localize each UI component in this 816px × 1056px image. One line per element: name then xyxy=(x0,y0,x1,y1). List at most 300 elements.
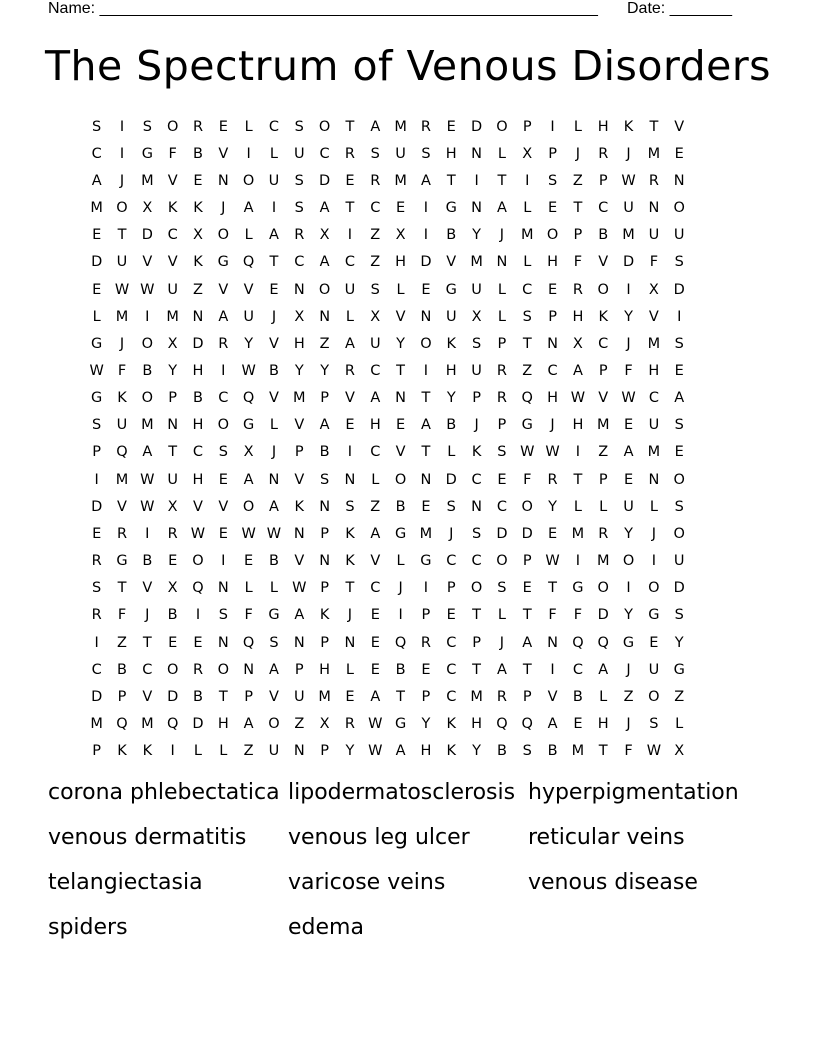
grid-letter[interactable]: N xyxy=(293,634,305,651)
grid-letter[interactable]: W xyxy=(368,716,383,733)
grid-letter[interactable]: R xyxy=(344,145,355,162)
grid-letter[interactable]: W xyxy=(368,743,383,760)
grid-letter[interactable]: L xyxy=(396,553,405,570)
grid-letter[interactable]: Z xyxy=(623,688,634,705)
grid-letter[interactable]: M xyxy=(647,145,661,162)
grid-letter[interactable]: E xyxy=(674,444,684,461)
grid-letter[interactable]: J xyxy=(626,716,631,733)
grid-letter[interactable]: R xyxy=(344,716,355,733)
grid-letter[interactable]: O xyxy=(597,281,609,298)
grid-letter[interactable]: V xyxy=(218,498,229,515)
grid-letter[interactable]: P xyxy=(598,172,608,189)
grid-letter[interactable]: H xyxy=(572,417,584,434)
grid-letter[interactable]: A xyxy=(294,607,305,624)
grid-letter[interactable]: L xyxy=(244,227,253,244)
grid-letter[interactable]: K xyxy=(345,553,355,570)
grid-letter[interactable]: E xyxy=(446,607,456,624)
grid-letter[interactable]: A xyxy=(319,200,330,217)
grid-letter[interactable]: S xyxy=(269,634,279,651)
grid-letter[interactable]: Z xyxy=(370,254,381,271)
grid-letter[interactable]: I xyxy=(221,362,226,379)
grid-letter[interactable]: V xyxy=(269,335,279,352)
grid-letter[interactable]: E xyxy=(244,553,254,570)
grid-letter[interactable]: U xyxy=(471,362,482,379)
grid-letter[interactable]: L xyxy=(649,498,658,515)
grid-letter[interactable]: R xyxy=(370,172,381,189)
grid-letter[interactable]: C xyxy=(294,254,305,271)
grid-letter[interactable]: K xyxy=(193,200,203,217)
grid-letter[interactable]: O xyxy=(622,553,635,570)
grid-letter[interactable]: C xyxy=(522,281,533,298)
grid-letter[interactable]: T xyxy=(269,254,279,271)
grid-letter[interactable]: H xyxy=(217,716,229,733)
grid-letter[interactable]: Y xyxy=(294,362,304,379)
grid-letter[interactable]: F xyxy=(649,254,659,271)
grid-letter[interactable]: U xyxy=(116,417,128,434)
grid-letter[interactable]: E xyxy=(168,553,178,570)
grid-letter[interactable]: D xyxy=(445,471,457,488)
grid-letter[interactable]: W xyxy=(545,444,560,461)
grid-letter[interactable]: S xyxy=(294,200,304,217)
grid-letter[interactable]: B xyxy=(395,498,406,515)
grid-letter[interactable]: T xyxy=(142,634,152,651)
grid-letter[interactable]: V xyxy=(395,444,406,461)
grid-letter[interactable]: G xyxy=(648,607,660,624)
grid-letter[interactable]: N xyxy=(496,254,508,271)
grid-letter[interactable]: C xyxy=(446,661,457,678)
grid-letter[interactable]: W xyxy=(241,525,256,542)
grid-letter[interactable]: K xyxy=(117,743,127,760)
grid-letter[interactable]: O xyxy=(268,716,280,733)
grid-letter[interactable]: E xyxy=(547,200,558,217)
grid-letter[interactable]: E xyxy=(547,525,558,542)
grid-letter[interactable]: P xyxy=(497,335,507,352)
grid-letter[interactable]: O xyxy=(217,661,230,678)
grid-letter[interactable]: I xyxy=(626,580,631,597)
grid-letter[interactable]: S xyxy=(522,743,532,760)
grid-letter[interactable]: W xyxy=(140,471,155,488)
grid-letter[interactable]: U xyxy=(293,688,305,705)
grid-letter[interactable]: P xyxy=(472,390,481,407)
grid-letter[interactable]: P xyxy=(522,118,532,135)
grid-letter[interactable]: R xyxy=(344,362,355,379)
grid-letter[interactable]: N xyxy=(319,308,331,325)
grid-letter[interactable]: P xyxy=(497,417,507,434)
grid-letter[interactable]: L xyxy=(371,471,380,488)
grid-letter[interactable]: L xyxy=(599,688,608,705)
grid-letter[interactable]: T xyxy=(598,743,608,760)
grid-letter[interactable]: K xyxy=(446,335,457,352)
grid-letter[interactable]: I xyxy=(423,227,429,244)
grid-letter[interactable]: O xyxy=(217,227,230,244)
grid-letter[interactable]: H xyxy=(597,118,609,135)
grid-letter[interactable]: I xyxy=(221,553,226,570)
grid-letter[interactable]: K xyxy=(471,444,482,461)
grid-letter[interactable]: R xyxy=(218,335,229,352)
grid-letter[interactable]: K xyxy=(294,498,305,515)
grid-letter[interactable]: N xyxy=(192,308,204,325)
grid-letter[interactable]: P xyxy=(598,471,608,488)
grid-letter[interactable]: A xyxy=(269,227,279,244)
grid-letter[interactable]: C xyxy=(598,200,609,217)
grid-letter[interactable]: U xyxy=(623,200,634,217)
grid-letter[interactable]: M xyxy=(90,716,103,733)
grid-letter[interactable]: O xyxy=(496,118,508,135)
grid-letter[interactable]: B xyxy=(142,362,153,379)
grid-letter[interactable]: I xyxy=(119,145,125,162)
grid-letter[interactable]: E xyxy=(421,661,431,678)
grid-letter[interactable]: J xyxy=(651,525,657,542)
grid-letter[interactable]: J xyxy=(474,417,479,434)
grid-letter[interactable]: C xyxy=(370,444,381,461)
grid-letter[interactable]: C xyxy=(167,227,178,244)
grid-letter[interactable]: V xyxy=(167,254,178,271)
grid-letter[interactable]: W xyxy=(140,498,155,515)
grid-letter[interactable]: H xyxy=(395,254,407,271)
grid-letter[interactable]: Y xyxy=(674,634,684,651)
grid-letter[interactable]: I xyxy=(145,308,150,325)
grid-letter[interactable]: S xyxy=(320,471,330,488)
grid-letter[interactable]: I xyxy=(119,118,125,135)
grid-letter[interactable]: C xyxy=(344,254,355,271)
grid-letter[interactable]: C xyxy=(370,200,381,217)
grid-letter[interactable]: C xyxy=(446,553,457,570)
grid-letter[interactable]: B xyxy=(547,743,558,760)
grid-letter[interactable]: G xyxy=(445,281,457,298)
grid-letter[interactable]: V xyxy=(117,498,127,515)
grid-letter[interactable]: P xyxy=(320,743,329,760)
grid-letter[interactable]: Y xyxy=(320,362,330,379)
grid-letter[interactable]: B xyxy=(193,688,203,705)
grid-letter[interactable]: M xyxy=(470,254,483,271)
grid-letter[interactable]: S xyxy=(92,118,102,135)
grid-letter[interactable]: J xyxy=(347,607,353,624)
grid-letter[interactable]: X xyxy=(294,308,305,325)
grid-letter[interactable]: L xyxy=(244,580,253,597)
grid-letter[interactable]: I xyxy=(575,444,581,461)
grid-letter[interactable]: Q xyxy=(242,254,255,271)
grid-letter[interactable]: K xyxy=(167,200,178,217)
grid-letter[interactable]: W xyxy=(190,525,206,542)
grid-letter[interactable]: X xyxy=(648,281,659,298)
grid-letter[interactable]: V xyxy=(142,580,153,597)
grid-letter[interactable]: A xyxy=(496,200,507,217)
grid-letter[interactable]: D xyxy=(673,281,685,298)
grid-letter[interactable]: E xyxy=(345,688,355,705)
grid-letter[interactable]: Z xyxy=(522,362,533,379)
grid-letter[interactable]: S xyxy=(421,145,431,162)
grid-letter[interactable]: C xyxy=(471,471,482,488)
grid-letter[interactable]: P xyxy=(522,553,532,570)
grid-letter[interactable]: M xyxy=(166,308,179,325)
grid-letter[interactable]: S xyxy=(446,498,456,515)
grid-letter[interactable]: P xyxy=(244,688,253,705)
grid-letter[interactable]: C xyxy=(319,145,330,162)
grid-letter[interactable]: A xyxy=(269,661,279,678)
grid-letter[interactable]: Z xyxy=(319,335,330,352)
grid-letter[interactable]: Q xyxy=(166,716,179,733)
grid-letter[interactable]: F xyxy=(624,743,633,760)
grid-letter[interactable]: E xyxy=(421,281,431,298)
grid-letter[interactable]: H xyxy=(572,308,584,325)
grid-letter[interactable]: B xyxy=(395,661,406,678)
grid-letter[interactable]: O xyxy=(546,227,559,244)
grid-letter[interactable]: S xyxy=(92,417,102,434)
grid-letter[interactable]: D xyxy=(521,525,533,542)
grid-letter[interactable]: M xyxy=(115,471,129,488)
grid-letter[interactable]: K xyxy=(598,308,608,325)
grid-letter[interactable]: L xyxy=(269,580,278,597)
grid-letter[interactable]: R xyxy=(496,362,507,379)
grid-letter[interactable]: J xyxy=(626,145,631,162)
grid-letter[interactable]: D xyxy=(141,227,153,244)
grid-letter[interactable]: P xyxy=(168,390,178,407)
grid-letter[interactable]: S xyxy=(471,335,482,352)
grid-letter[interactable]: G xyxy=(521,417,533,434)
grid-letter[interactable]: I xyxy=(170,743,175,760)
grid-letter[interactable]: U xyxy=(268,743,280,760)
grid-letter[interactable]: Q xyxy=(116,444,128,461)
grid-letter[interactable]: K xyxy=(117,390,127,407)
grid-letter[interactable]: N xyxy=(293,743,305,760)
grid-letter[interactable]: W xyxy=(570,390,586,407)
word-search-grid[interactable] xyxy=(84,113,692,765)
grid-letter[interactable]: I xyxy=(423,580,429,597)
grid-letter[interactable]: N xyxy=(420,471,432,488)
grid-letter[interactable]: L xyxy=(269,417,278,434)
grid-letter[interactable]: T xyxy=(446,172,456,189)
grid-letter[interactable]: E xyxy=(547,281,558,298)
grid-letter[interactable]: K xyxy=(446,743,457,760)
grid-letter[interactable]: Y xyxy=(624,308,633,325)
grid-letter[interactable]: T xyxy=(168,444,178,461)
grid-letter[interactable]: W xyxy=(140,281,155,298)
grid-letter[interactable]: U xyxy=(673,227,685,244)
grid-letter[interactable]: J xyxy=(626,335,631,352)
grid-letter[interactable]: C xyxy=(471,553,482,570)
grid-letter[interactable]: W xyxy=(545,553,560,570)
grid-letter[interactable]: V xyxy=(648,308,659,325)
grid-letter[interactable]: I xyxy=(626,281,631,298)
grid-letter[interactable]: C xyxy=(496,498,507,515)
grid-letter[interactable]: M xyxy=(647,444,661,461)
grid-letter[interactable]: D xyxy=(673,580,685,597)
grid-letter[interactable]: T xyxy=(573,471,583,488)
grid-letter[interactable]: W xyxy=(266,525,282,542)
grid-letter[interactable]: H xyxy=(192,417,204,434)
grid-letter[interactable]: V xyxy=(674,118,685,135)
grid-letter[interactable]: K xyxy=(623,118,634,135)
grid-letter[interactable]: S xyxy=(294,118,304,135)
grid-letter[interactable]: Z xyxy=(370,498,381,515)
grid-letter[interactable]: S xyxy=(674,607,684,624)
grid-letter[interactable]: W xyxy=(114,281,130,298)
grid-letter[interactable]: L xyxy=(573,118,582,135)
grid-letter[interactable]: A xyxy=(370,688,381,705)
grid-letter[interactable]: F xyxy=(624,362,633,379)
grid-letter[interactable]: J xyxy=(550,417,555,434)
grid-letter[interactable]: T xyxy=(421,390,431,407)
grid-letter[interactable]: I xyxy=(398,607,403,624)
grid-letter[interactable]: D xyxy=(496,525,508,542)
grid-letter[interactable]: E xyxy=(497,471,507,488)
grid-letter[interactable]: M xyxy=(622,227,635,244)
grid-letter[interactable]: O xyxy=(648,580,660,597)
grid-letter[interactable]: Z xyxy=(243,743,254,760)
grid-letter[interactable]: T xyxy=(522,661,532,678)
grid-letter[interactable]: H xyxy=(445,145,457,162)
grid-letter[interactable]: M xyxy=(318,688,331,705)
grid-letter[interactable]: V xyxy=(142,688,153,705)
grid-letter[interactable]: O xyxy=(673,200,685,217)
grid-letter[interactable]: T xyxy=(522,335,532,352)
grid-letter[interactable]: E xyxy=(92,281,102,298)
grid-letter[interactable]: P xyxy=(522,688,532,705)
grid-letter[interactable]: S xyxy=(547,172,558,189)
grid-letter[interactable]: B xyxy=(142,553,153,570)
grid-letter[interactable]: I xyxy=(651,553,657,570)
grid-letter[interactable]: R xyxy=(598,145,609,162)
grid-letter[interactable]: L xyxy=(219,743,228,760)
grid-letter[interactable]: K xyxy=(193,254,203,271)
grid-letter[interactable]: A xyxy=(370,525,381,542)
grid-letter[interactable]: V xyxy=(598,254,609,271)
grid-letter[interactable]: X xyxy=(319,716,330,733)
grid-letter[interactable]: E xyxy=(345,172,355,189)
grid-letter[interactable]: U xyxy=(167,471,178,488)
grid-letter[interactable]: B xyxy=(167,607,178,624)
grid-letter[interactable]: K xyxy=(319,607,330,624)
grid-letter[interactable]: Q xyxy=(242,390,255,407)
grid-letter[interactable]: M xyxy=(115,308,129,325)
grid-letter[interactable]: D xyxy=(471,118,483,135)
grid-letter[interactable]: Y xyxy=(168,362,178,379)
grid-letter[interactable]: L xyxy=(497,607,506,624)
grid-letter[interactable]: U xyxy=(293,145,305,162)
grid-letter[interactable]: E xyxy=(92,525,102,542)
grid-letter[interactable]: L xyxy=(573,498,582,515)
grid-letter[interactable]: Q xyxy=(521,390,533,407)
grid-letter[interactable]: A xyxy=(522,634,533,651)
grid-letter[interactable]: A xyxy=(243,471,254,488)
grid-letter[interactable]: R xyxy=(192,118,204,135)
grid-letter[interactable]: C xyxy=(91,661,102,678)
grid-letter[interactable]: G xyxy=(268,607,280,624)
grid-letter[interactable]: B xyxy=(446,417,457,434)
grid-letter[interactable]: Y xyxy=(472,227,482,244)
grid-letter[interactable]: H xyxy=(192,362,204,379)
grid-letter[interactable]: Q xyxy=(394,634,407,651)
grid-letter[interactable]: O xyxy=(318,118,331,135)
grid-letter[interactable]: P xyxy=(320,525,329,542)
grid-letter[interactable]: R xyxy=(420,634,431,651)
grid-letter[interactable]: H xyxy=(547,254,559,271)
grid-letter[interactable]: E xyxy=(370,607,380,624)
name-field[interactable]: Name: ________________________________________________________ xyxy=(48,0,598,17)
grid-letter[interactable]: C xyxy=(572,661,583,678)
grid-letter[interactable]: L xyxy=(497,145,506,162)
grid-letter[interactable]: X xyxy=(572,335,583,352)
grid-letter[interactable]: S xyxy=(370,145,380,162)
grid-letter[interactable]: I xyxy=(677,308,682,325)
grid-letter[interactable]: O xyxy=(521,498,533,515)
grid-letter[interactable]: A xyxy=(496,661,507,678)
grid-letter[interactable]: D xyxy=(91,688,103,705)
grid-letter[interactable]: Y xyxy=(446,390,456,407)
grid-letter[interactable]: R xyxy=(167,525,178,542)
grid-letter[interactable]: O xyxy=(192,553,204,570)
grid-letter[interactable]: I xyxy=(145,525,150,542)
grid-letter[interactable]: I xyxy=(347,227,353,244)
grid-letter[interactable]: O xyxy=(470,580,483,597)
grid-letter[interactable]: C xyxy=(192,444,204,461)
grid-letter[interactable]: Q xyxy=(116,716,128,733)
grid-letter[interactable]: U xyxy=(648,417,660,434)
grid-letter[interactable]: E xyxy=(92,227,102,244)
grid-letter[interactable]: A xyxy=(319,254,330,271)
grid-letter[interactable]: P xyxy=(446,580,456,597)
grid-letter[interactable]: W xyxy=(520,444,535,461)
grid-letter[interactable]: I xyxy=(550,118,555,135)
grid-letter[interactable]: J xyxy=(499,634,505,651)
grid-letter[interactable]: I xyxy=(246,145,251,162)
grid-letter[interactable]: F xyxy=(548,607,557,624)
grid-letter[interactable]: V xyxy=(294,553,305,570)
grid-letter[interactable]: X xyxy=(142,200,153,217)
grid-letter[interactable]: H xyxy=(369,417,381,434)
grid-letter[interactable]: O xyxy=(141,390,154,407)
grid-letter[interactable]: U xyxy=(344,281,356,298)
grid-letter[interactable]: O xyxy=(394,471,407,488)
grid-letter[interactable]: E xyxy=(218,525,228,542)
grid-letter[interactable]: N xyxy=(471,498,483,515)
grid-letter[interactable]: Z xyxy=(674,688,685,705)
grid-letter[interactable]: E xyxy=(446,118,456,135)
grid-letter[interactable]: W xyxy=(646,743,662,760)
grid-letter[interactable]: S xyxy=(370,281,380,298)
grid-letter[interactable]: D xyxy=(622,254,635,271)
grid-letter[interactable]: D xyxy=(91,498,103,515)
grid-letter[interactable]: U xyxy=(395,145,406,162)
grid-letter[interactable]: V xyxy=(294,471,305,488)
grid-letter[interactable]: N xyxy=(395,390,407,407)
grid-letter[interactable]: R xyxy=(572,281,583,298)
grid-letter[interactable]: O xyxy=(496,553,508,570)
grid-letter[interactable]: I xyxy=(474,172,479,189)
grid-letter[interactable]: U xyxy=(445,308,457,325)
grid-letter[interactable]: E xyxy=(649,634,659,651)
grid-letter[interactable]: A xyxy=(319,417,330,434)
grid-letter[interactable]: Q xyxy=(572,634,584,651)
grid-letter[interactable]: S xyxy=(218,444,228,461)
grid-letter[interactable]: R xyxy=(547,471,558,488)
grid-letter[interactable]: X xyxy=(193,227,203,244)
grid-letter[interactable]: V xyxy=(294,417,305,434)
grid-letter[interactable]: N xyxy=(648,200,660,217)
grid-letter[interactable]: L xyxy=(497,281,506,298)
grid-letter[interactable]: Y xyxy=(396,335,406,352)
grid-letter[interactable]: T xyxy=(345,580,355,597)
grid-letter[interactable]: M xyxy=(419,525,433,542)
grid-letter[interactable]: H xyxy=(547,390,559,407)
grid-letter[interactable]: R xyxy=(598,525,609,542)
grid-letter[interactable]: X xyxy=(243,444,254,461)
grid-letter[interactable]: E xyxy=(193,172,203,189)
grid-letter[interactable]: S xyxy=(497,580,507,597)
grid-letter[interactable]: I xyxy=(94,471,99,488)
grid-letter[interactable]: X xyxy=(471,308,482,325)
grid-letter[interactable]: V xyxy=(269,390,279,407)
